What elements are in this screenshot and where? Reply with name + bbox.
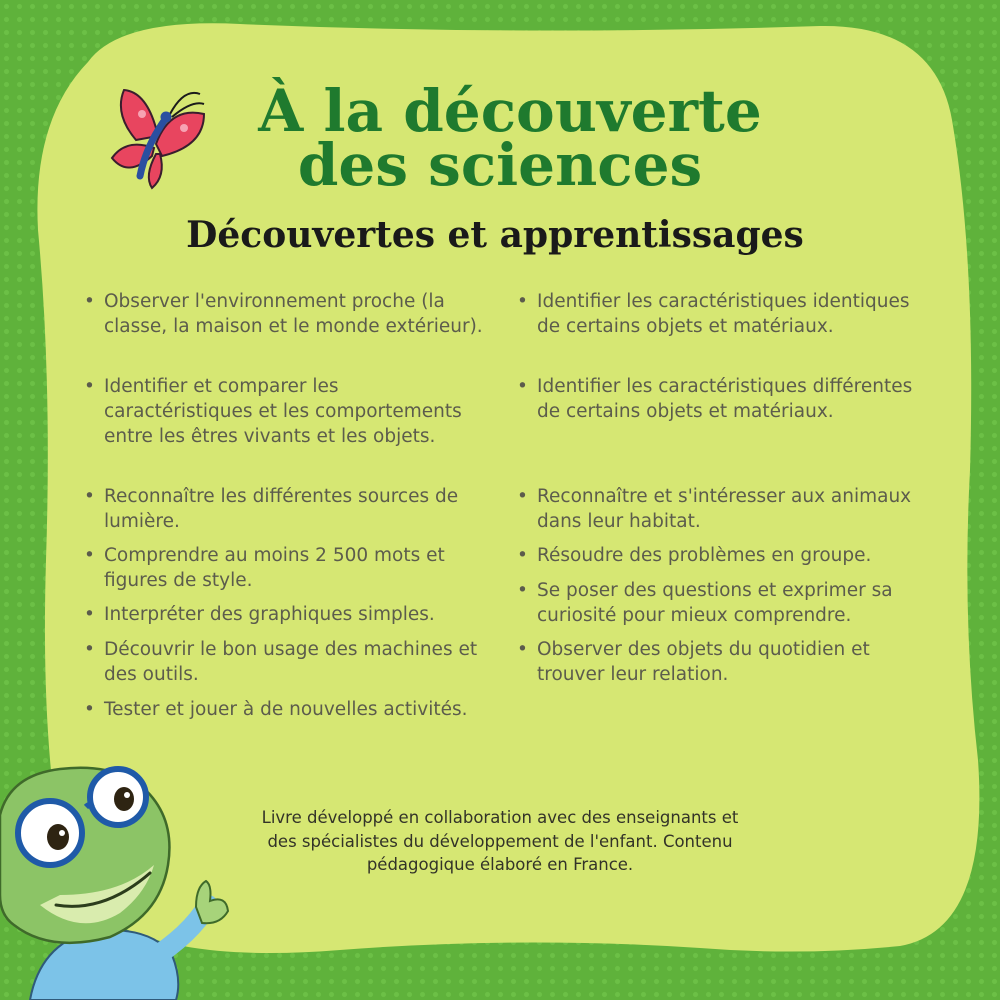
list-item-text: Observer des objets du quotidien et trouver leur relation. — [537, 639, 870, 685]
list-item-text: Résoudre des problèmes en groupe. — [537, 545, 872, 566]
list-item-text: Identifier les caractéristiques différentes de certains objets et matériaux. — [537, 376, 913, 422]
bullet-icon: • — [84, 376, 95, 397]
bullet-icon: • — [84, 486, 95, 507]
list-item — [517, 289, 927, 374]
list-item — [84, 484, 484, 543]
list-item-text: Tester et jouer à de nouvelles activités. — [104, 699, 468, 720]
bullet-icon: • — [517, 291, 528, 312]
bullet-icon: • — [517, 545, 528, 566]
page-title-line-1: À la découverte — [258, 77, 762, 145]
bullet-icon: • — [84, 699, 95, 720]
list-item — [517, 578, 927, 637]
bullet-icon: • — [517, 486, 528, 507]
list-item-text: Découvrir le bon usage des machines et des outils. — [104, 639, 478, 685]
footer-note: Livre développé en collaboration avec des enseignants et des spécialistes du développement de l'enfant. Contenu pédagogique élaboré en France. — [261, 808, 739, 874]
skills-list-left — [84, 289, 484, 722]
list-item-text: Interpréter des graphiques simples. — [104, 604, 435, 625]
list-item — [84, 543, 484, 602]
list-item-text: Identifier les caractéristiques identiques de certains objets et matériaux. — [537, 291, 910, 337]
list-item-text: Reconnaître et s'intéresser aux animaux dans leur habitat. — [537, 486, 912, 532]
section-subtitle: Découvertes et apprentissages — [186, 214, 804, 256]
list-item-text: Se poser des questions et exprimer sa curiosité pour mieux comprendre. — [537, 580, 893, 626]
bullet-icon: • — [84, 291, 95, 312]
list-item — [84, 289, 484, 374]
list-item — [517, 484, 927, 543]
list-item-text: Reconnaître les différentes sources de lumière. — [104, 486, 459, 532]
bullet-icon: • — [517, 639, 528, 660]
skills-list-right — [517, 289, 927, 687]
list-item — [84, 602, 484, 637]
list-item — [84, 697, 484, 722]
bullet-icon: • — [84, 604, 95, 625]
list-item — [517, 637, 927, 687]
list-item — [517, 374, 927, 484]
bullet-icon: • — [517, 376, 528, 397]
list-item — [84, 374, 484, 484]
page-title-line-2: des sciences — [297, 131, 703, 199]
list-item-text: Identifier et comparer les caractéristiques et les comportements entre les êtres vivants et les objets. — [104, 376, 462, 447]
list-item-text: Comprendre au moins 2 500 mots et figures de style. — [104, 545, 445, 591]
list-item — [84, 637, 484, 697]
bullet-icon: • — [517, 580, 528, 601]
bullet-icon: • — [84, 639, 95, 660]
bullet-icon: • — [84, 545, 95, 566]
list-item — [517, 543, 927, 578]
frog-mascot — [0, 755, 240, 1000]
list-item-text: Observer l'environnement proche (la classe, la maison et le monde extérieur). — [104, 291, 483, 337]
